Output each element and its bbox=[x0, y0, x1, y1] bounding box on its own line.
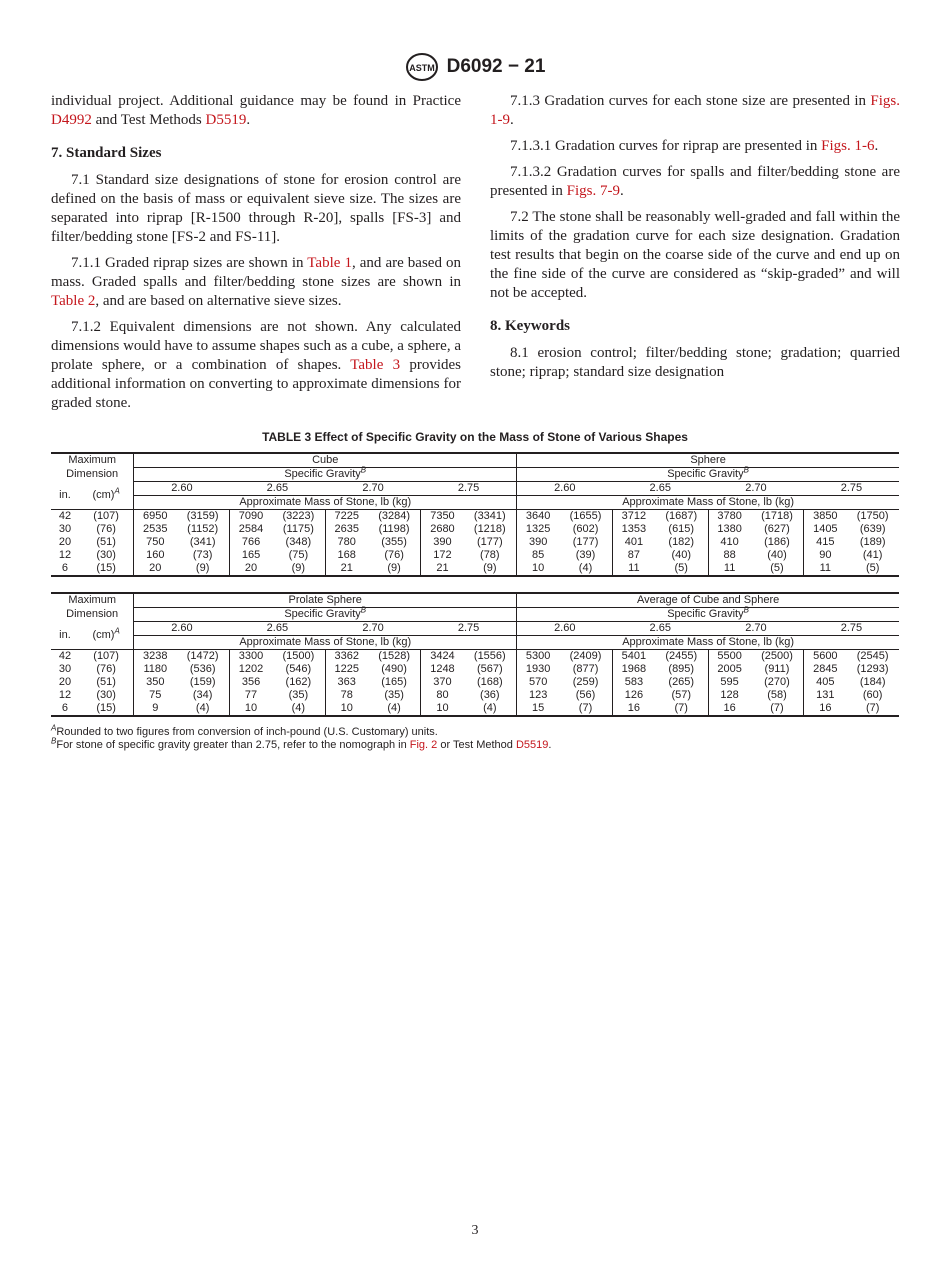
paragraph-7-1: 7.1 Standard size designations of stone for erosion control are defined on the basis of mass or equivalent sieve size. The sizes are separated into riprap [R-1500 through R-20], spalls [FS-3] and filter/bedding stone [FS-2 and FS-11]. bbox=[51, 172, 461, 245]
mass-kg: (56) bbox=[575, 689, 596, 701]
mass-lb: 356 bbox=[230, 676, 273, 689]
specific-gravity-label: Specific Gravity$^B$ bbox=[517, 468, 899, 482]
mass-kg: (165) bbox=[381, 676, 407, 688]
unit-cm-label: (cm)$^A$ bbox=[92, 486, 120, 501]
mass-kg: (9) bbox=[463, 562, 516, 576]
mass-lb: 1930 bbox=[517, 663, 560, 676]
dimension-in: 12 bbox=[58, 689, 72, 701]
mass-lb: 11 bbox=[708, 562, 751, 576]
paragraph-7-1-3: 7.1.3 Gradation curves for each stone size are presented in Figs. 1-9. bbox=[490, 93, 900, 128]
paragraph-7-1-3-2: 7.1.3.2 Gradation curves for spalls and filter/bedding stone are presented in Figs. 7-9. bbox=[490, 164, 900, 199]
mass-kg: (3159) bbox=[176, 510, 229, 524]
mass-lb: 6950 bbox=[134, 510, 177, 524]
mass-kg: (877) bbox=[572, 663, 599, 675]
mass-lb: 11 bbox=[804, 562, 847, 576]
shape-heading: Average of Cube and Sphere bbox=[517, 593, 899, 608]
mass-kg: (1528) bbox=[368, 650, 421, 664]
mass-kg: (57) bbox=[671, 689, 692, 701]
mass-kg: (9) bbox=[176, 562, 229, 576]
mass-lb: 595 bbox=[708, 676, 751, 689]
mass-lb: 1202 bbox=[230, 663, 273, 676]
gravity-heading: 2.70 bbox=[325, 482, 421, 496]
dimension-cm: (30) bbox=[96, 689, 116, 701]
mass-lb: 16 bbox=[804, 702, 847, 716]
table-section-cube-sphere bbox=[51, 452, 899, 577]
mass-lb: 2635 bbox=[325, 523, 368, 536]
mass-lb: 168 bbox=[325, 549, 368, 562]
mass-kg: (5) bbox=[846, 562, 899, 576]
dimension-label: Dimension bbox=[66, 468, 119, 480]
mass-lb: 410 bbox=[708, 536, 751, 549]
paragraph-7-1-3-1: 7.1.3.1 Gradation curves for riprap are presented in Figs. 1-6. bbox=[510, 138, 879, 154]
mass-lb: 172 bbox=[421, 549, 464, 562]
specific-gravity-label: Specific Gravity$^B$ bbox=[134, 468, 517, 482]
mass-label: Approximate Mass of Stone, lb (kg) bbox=[517, 496, 899, 510]
mass-lb: 2005 bbox=[708, 663, 751, 676]
table-footnotes bbox=[51, 723, 899, 752]
dimension-in: 30 bbox=[58, 523, 72, 535]
mass-kg: (265) bbox=[668, 676, 695, 688]
gravity-heading: 2.65 bbox=[612, 482, 708, 496]
mass-lb: 21 bbox=[325, 562, 368, 576]
mass-kg: (602) bbox=[572, 523, 599, 535]
mass-kg: (2409) bbox=[559, 650, 612, 664]
mass-kg: (3223) bbox=[272, 510, 325, 524]
mass-kg: (1718) bbox=[751, 510, 804, 524]
dimension-cm: (15) bbox=[79, 702, 134, 716]
mass-lb: 160 bbox=[134, 549, 177, 562]
mass-kg: (2545) bbox=[846, 650, 899, 664]
table-row bbox=[51, 523, 899, 536]
astm-logo-icon bbox=[405, 52, 439, 82]
mass-kg: (4) bbox=[176, 702, 229, 716]
link-figs-1-6[interactable]: Figs. 1-6 bbox=[821, 138, 875, 154]
mass-lb: 3712 bbox=[612, 510, 655, 524]
left-column bbox=[51, 92, 461, 420]
mass-kg: (895) bbox=[668, 663, 695, 675]
mass-lb: 1180 bbox=[134, 663, 177, 676]
page-header bbox=[0, 52, 950, 82]
dimension-cm: (15) bbox=[79, 562, 134, 576]
mass-lb: 20 bbox=[230, 562, 273, 576]
dimension-cm: (51) bbox=[96, 536, 116, 548]
mass-kg: (639) bbox=[859, 523, 886, 535]
link-table-3[interactable]: Table 3 bbox=[350, 357, 401, 373]
link-fig-2[interactable]: Fig. 2 bbox=[409, 739, 438, 751]
specific-gravity-label: Specific Gravity$^B$ bbox=[517, 608, 899, 622]
paragraph-7-2: 7.2 The stone shall be reasonably well-graded and fall within the limits of the gradation curve for each size designation. Gradation test results that begin on the coarse side of the curve and end up on the fine side of the curve are considered as “skip-graded” and will not be accepted. bbox=[490, 209, 900, 301]
dimension-cm: (76) bbox=[96, 663, 116, 675]
mass-lb: 1405 bbox=[804, 523, 847, 536]
gravity-heading: 2.60 bbox=[134, 482, 230, 496]
mass-kg: (1293) bbox=[856, 663, 889, 675]
mass-lb: 15 bbox=[517, 702, 560, 716]
mass-lb: 390 bbox=[517, 536, 560, 549]
gravity-heading: 2.75 bbox=[804, 482, 899, 496]
mass-kg: (2455) bbox=[655, 650, 708, 664]
mass-lb: 3300 bbox=[230, 650, 273, 664]
mass-lb: 405 bbox=[804, 676, 847, 689]
mass-lb: 3780 bbox=[708, 510, 751, 524]
mass-kg: (75) bbox=[288, 549, 309, 561]
mass-lb: 9 bbox=[134, 702, 177, 716]
mass-lb: 5300 bbox=[517, 650, 560, 664]
max-dimension-label: Maximum bbox=[51, 593, 134, 608]
mass-label: Approximate Mass of Stone, lb (kg) bbox=[134, 636, 517, 650]
link-d5519-footnote[interactable]: D5519 bbox=[515, 739, 549, 751]
mass-kg: (7) bbox=[655, 702, 708, 716]
specific-gravity-label: Specific Gravity$^B$ bbox=[134, 608, 517, 622]
mass-kg: (259) bbox=[572, 676, 599, 688]
gravity-heading: 2.60 bbox=[517, 622, 613, 636]
dimension-cm: (51) bbox=[96, 676, 116, 688]
mass-lb: 363 bbox=[325, 676, 368, 689]
mass-kg: (1655) bbox=[559, 510, 612, 524]
paragraph-continued: individual project. Additional guidance may be found in Practice D4992 and Test Methods D5519. bbox=[51, 93, 461, 128]
unit-cm-label: (cm)$^A$ bbox=[92, 626, 120, 641]
mass-lb: 2584 bbox=[230, 523, 273, 536]
link-table-2[interactable]: Table 2 bbox=[51, 293, 96, 309]
mass-lb: 11 bbox=[612, 562, 655, 576]
mass-lb: 2680 bbox=[421, 523, 464, 536]
mass-kg: (270) bbox=[764, 676, 790, 688]
mass-kg: (615) bbox=[668, 523, 695, 535]
mass-lb: 10 bbox=[325, 702, 368, 716]
mass-kg: (76) bbox=[384, 549, 404, 561]
mass-lb: 1325 bbox=[517, 523, 560, 536]
mass-kg: (3284) bbox=[368, 510, 421, 524]
section-heading-keywords: 8. Keywords bbox=[490, 318, 570, 334]
table-row bbox=[51, 702, 899, 716]
gravity-heading: 2.65 bbox=[230, 482, 326, 496]
gravity-heading: 2.60 bbox=[517, 482, 613, 496]
mass-kg: (34) bbox=[192, 689, 213, 701]
table-title: TABLE 3 Effect of Specific Gravity on the Mass of Stone of Various Shapes bbox=[262, 430, 688, 444]
section-heading-standard-sizes: 7. Standard Sizes bbox=[51, 145, 162, 161]
mass-lb: 1968 bbox=[612, 663, 655, 676]
paragraph-8-1: 8.1 erosion control; filter/bedding stone; gradation; quarried stone; riprap; standard size designation bbox=[490, 345, 900, 380]
mass-kg: (168) bbox=[476, 676, 503, 688]
mass-lb: 10 bbox=[421, 702, 464, 716]
table-row bbox=[51, 562, 899, 576]
gravity-heading: 2.75 bbox=[804, 622, 899, 636]
mass-lb: 370 bbox=[421, 676, 464, 689]
page-number: 3 bbox=[471, 1223, 479, 1238]
mass-kg: (355) bbox=[381, 536, 407, 548]
dimension-cm: (107) bbox=[79, 650, 134, 664]
mass-kg: (1198) bbox=[378, 523, 410, 535]
dimension-cm: (30) bbox=[96, 549, 116, 561]
mass-kg: (627) bbox=[764, 523, 790, 535]
mass-lb: 10 bbox=[517, 562, 560, 576]
gravity-heading: 2.70 bbox=[708, 622, 804, 636]
mass-kg: (1750) bbox=[846, 510, 899, 524]
footnote-b: $^B$For stone of specific gravity greater than 2.75, refer to the nomograph in Fig. 2 or Test Method D5519. bbox=[51, 736, 552, 751]
mass-label: Approximate Mass of Stone, lb (kg) bbox=[134, 496, 517, 510]
table-row bbox=[51, 510, 899, 524]
table-section-prolate-average bbox=[51, 592, 899, 717]
document-code: D6092 − 21 bbox=[446, 56, 546, 77]
mass-lb: 128 bbox=[708, 689, 751, 702]
paragraph-7-1-2: 7.1.2 Equivalent dimensions are not shown. Any calculated dimensions would have to assume shapes such as a cube, a sphere, a prolate sphere, or a combination of shapes. Table 3 provides additional information on converting to approximate dimensions for graded stone. bbox=[51, 319, 461, 411]
mass-lb: 165 bbox=[230, 549, 273, 562]
shape-heading: Sphere bbox=[517, 453, 899, 468]
mass-lb: 766 bbox=[230, 536, 273, 549]
mass-lb: 75 bbox=[134, 689, 177, 702]
shape-heading: Prolate Sphere bbox=[134, 593, 517, 608]
mass-lb: 7090 bbox=[230, 510, 273, 524]
mass-lb: 3850 bbox=[804, 510, 847, 524]
mass-lb: 7350 bbox=[421, 510, 464, 524]
mass-lb: 7225 bbox=[325, 510, 368, 524]
max-dimension-label: Maximum bbox=[51, 453, 134, 468]
mass-lb: 415 bbox=[804, 536, 847, 549]
mass-kg: (7) bbox=[846, 702, 899, 716]
mass-kg: (60) bbox=[862, 689, 883, 701]
mass-kg: (182) bbox=[668, 536, 695, 548]
mass-lb: 20 bbox=[134, 562, 177, 576]
mass-kg: (536) bbox=[189, 663, 216, 675]
mass-kg: (162) bbox=[285, 676, 312, 688]
mass-kg: (1472) bbox=[176, 650, 229, 664]
mass-kg: (1152) bbox=[187, 523, 219, 535]
mass-kg: (39) bbox=[575, 549, 596, 561]
table-row bbox=[51, 650, 899, 664]
mass-kg: (40) bbox=[671, 549, 692, 561]
mass-lb: 5401 bbox=[612, 650, 655, 664]
mass-lb: 87 bbox=[612, 549, 655, 562]
gravity-heading: 2.65 bbox=[612, 622, 708, 636]
mass-lb: 16 bbox=[708, 702, 751, 716]
mass-lb: 401 bbox=[612, 536, 655, 549]
table-row bbox=[51, 676, 899, 689]
mass-kg: (1175) bbox=[282, 523, 314, 535]
mass-kg: (4) bbox=[559, 562, 612, 576]
mass-lb: 2845 bbox=[804, 663, 847, 676]
mass-kg: (9) bbox=[368, 562, 421, 576]
mass-lb: 77 bbox=[230, 689, 273, 702]
mass-kg: (184) bbox=[859, 676, 886, 688]
mass-kg: (177) bbox=[572, 536, 599, 548]
mass-lb: 88 bbox=[708, 549, 751, 562]
mass-kg: (1500) bbox=[272, 650, 325, 664]
mass-lb: 16 bbox=[612, 702, 655, 716]
gravity-heading: 2.75 bbox=[421, 622, 517, 636]
mass-kg: (177) bbox=[476, 536, 503, 548]
mass-lb: 90 bbox=[804, 549, 847, 562]
link-d5519[interactable]: D5519 bbox=[205, 112, 247, 128]
svg-text:ASTM: ASTM bbox=[408, 63, 435, 73]
dimension-in: 6 bbox=[51, 702, 79, 716]
mass-kg: (189) bbox=[859, 536, 886, 548]
mass-kg: (73) bbox=[192, 549, 213, 561]
gravity-heading: 2.65 bbox=[230, 622, 326, 636]
mass-lb: 350 bbox=[134, 676, 177, 689]
mass-kg: (567) bbox=[476, 663, 503, 675]
mass-kg: (1687) bbox=[655, 510, 708, 524]
right-column bbox=[490, 92, 900, 389]
mass-lb: 123 bbox=[517, 689, 560, 702]
mass-lb: 131 bbox=[804, 689, 847, 702]
mass-lb: 78 bbox=[325, 689, 368, 702]
gravity-heading: 2.75 bbox=[421, 482, 517, 496]
mass-kg: (35) bbox=[384, 689, 404, 701]
mass-lb: 1380 bbox=[708, 523, 751, 536]
link-figs-1-9[interactable]: Figs. 1-9 bbox=[490, 93, 900, 128]
mass-lb: 80 bbox=[421, 689, 464, 702]
mass-lb: 583 bbox=[612, 676, 655, 689]
mass-kg: (7) bbox=[559, 702, 612, 716]
dimension-in: 42 bbox=[51, 650, 79, 664]
dimension-in: 42 bbox=[51, 510, 79, 524]
link-table-1[interactable]: Table 1 bbox=[307, 255, 352, 271]
mass-kg: (78) bbox=[480, 549, 500, 561]
shape-heading: Cube bbox=[134, 453, 517, 468]
mass-lb: 750 bbox=[134, 536, 177, 549]
mass-lb: 2535 bbox=[134, 523, 177, 536]
table-row bbox=[51, 689, 899, 702]
table-row bbox=[51, 549, 899, 562]
dimension-label: Dimension bbox=[66, 608, 119, 620]
gravity-heading: 2.70 bbox=[708, 482, 804, 496]
mass-kg: (41) bbox=[862, 549, 883, 561]
mass-kg: (186) bbox=[764, 536, 790, 548]
mass-label: Approximate Mass of Stone, lb (kg) bbox=[517, 636, 899, 650]
mass-kg: (490) bbox=[381, 663, 407, 675]
paragraph-7-1-1: 7.1.1 Graded riprap sizes are shown in Table 1, and are based on mass. Graded spalls and filter/bedding stone sizes are shown in Table 2, and are based on alternative sieve sizes. bbox=[51, 255, 461, 309]
link-figs-7-9[interactable]: Figs. 7-9 bbox=[566, 183, 620, 199]
dimension-in: 30 bbox=[58, 663, 72, 675]
mass-lb: 5500 bbox=[708, 650, 751, 664]
mass-kg: (4) bbox=[463, 702, 516, 716]
mass-kg: (159) bbox=[189, 676, 216, 688]
unit-in-label: in. bbox=[59, 488, 71, 501]
mass-kg: (5) bbox=[751, 562, 804, 576]
mass-kg: (911) bbox=[764, 663, 790, 675]
mass-kg: (1218) bbox=[473, 523, 506, 535]
mass-lb: 21 bbox=[421, 562, 464, 576]
dimension-in: 20 bbox=[58, 676, 72, 688]
mass-lb: 85 bbox=[517, 549, 560, 562]
mass-kg: (3341) bbox=[463, 510, 516, 524]
mass-kg: (348) bbox=[285, 536, 312, 548]
dimension-cm: (107) bbox=[79, 510, 134, 524]
mass-lb: 3424 bbox=[421, 650, 464, 664]
mass-lb: 126 bbox=[612, 689, 655, 702]
mass-kg: (4) bbox=[368, 702, 421, 716]
mass-kg: (9) bbox=[272, 562, 325, 576]
mass-lb: 10 bbox=[230, 702, 273, 716]
mass-kg: (36) bbox=[480, 689, 500, 701]
mass-kg: (58) bbox=[767, 689, 787, 701]
mass-kg: (546) bbox=[285, 663, 312, 675]
mass-kg: (7) bbox=[751, 702, 804, 716]
dimension-in: 12 bbox=[58, 549, 72, 561]
dimension-in: 20 bbox=[58, 536, 72, 548]
mass-kg: (5) bbox=[655, 562, 708, 576]
dimension-in: 6 bbox=[51, 562, 79, 576]
mass-lb: 1248 bbox=[421, 663, 464, 676]
mass-kg: (4) bbox=[272, 702, 325, 716]
mass-lb: 1225 bbox=[325, 663, 368, 676]
mass-lb: 3362 bbox=[325, 650, 368, 664]
unit-in-label: in. bbox=[59, 628, 71, 641]
mass-lb: 780 bbox=[325, 536, 368, 549]
mass-kg: (35) bbox=[288, 689, 309, 701]
mass-lb: 570 bbox=[517, 676, 560, 689]
mass-lb: 3238 bbox=[134, 650, 177, 664]
table-row bbox=[51, 536, 899, 549]
gravity-heading: 2.70 bbox=[325, 622, 421, 636]
table-row bbox=[51, 663, 899, 676]
gravity-heading: 2.60 bbox=[134, 622, 230, 636]
mass-lb: 390 bbox=[421, 536, 464, 549]
mass-lb: 1353 bbox=[612, 523, 655, 536]
mass-kg: (2500) bbox=[751, 650, 804, 664]
mass-kg: (341) bbox=[189, 536, 216, 548]
mass-kg: (40) bbox=[767, 549, 787, 561]
mass-kg: (1556) bbox=[463, 650, 516, 664]
mass-lb: 3640 bbox=[517, 510, 560, 524]
link-d4992[interactable]: D4992 bbox=[51, 112, 92, 128]
mass-lb: 5600 bbox=[804, 650, 847, 664]
dimension-cm: (76) bbox=[96, 523, 116, 535]
footnote-a: $^A$Rounded to two figures from conversion of inch-pound (U.S. Customary) units. bbox=[51, 723, 438, 738]
